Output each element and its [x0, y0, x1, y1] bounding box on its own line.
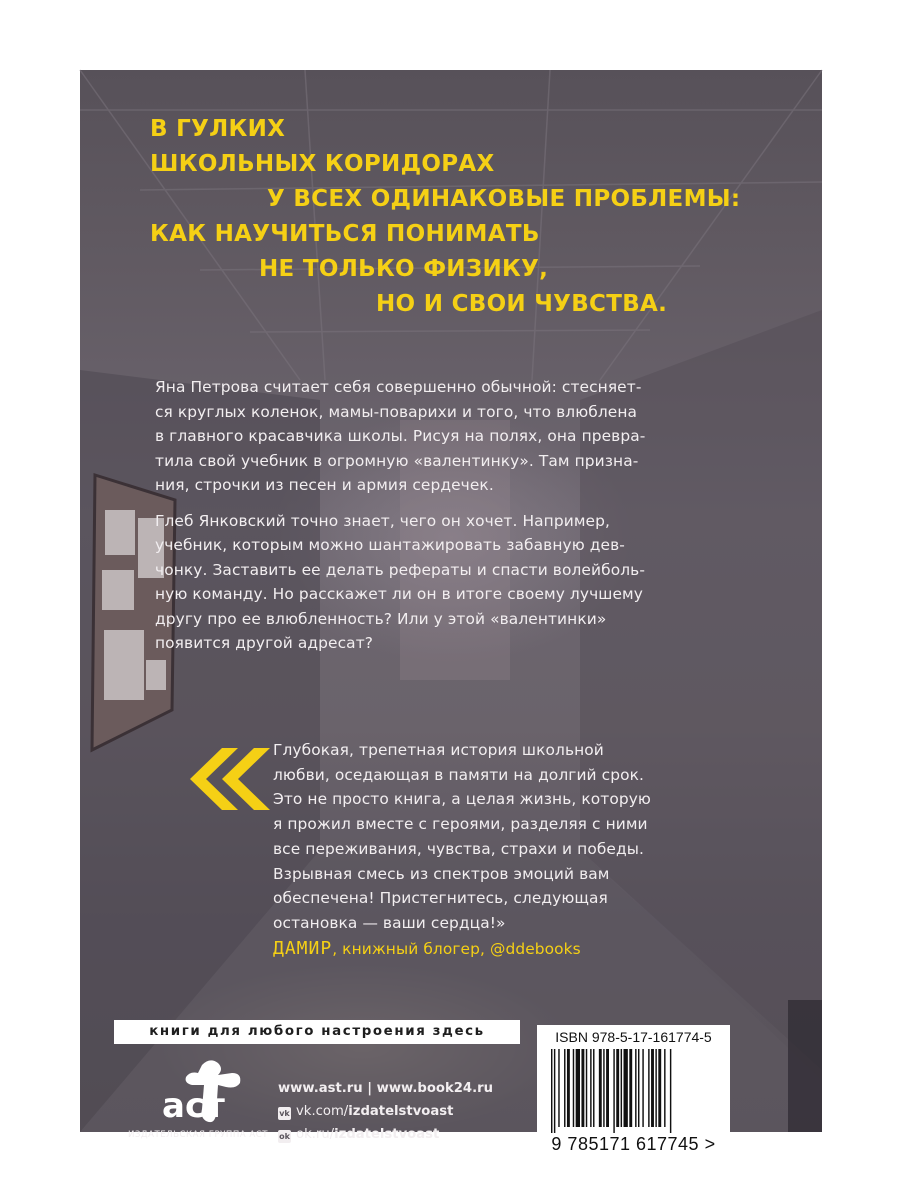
text-line: остановка — ваши сердца!» [273, 913, 506, 932]
headline-line: КАК НАУЧИТЬСЯ ПОНИМАТЬ [150, 221, 540, 247]
ok-icon: ok [279, 1132, 290, 1141]
ean-digits: 9 785171 617745 > [551, 1134, 716, 1154]
barcode-bar [616, 1049, 619, 1127]
review-author: ДАМИР [273, 937, 333, 959]
headline-line: НО И СВОИ ЧУВСТВА. [376, 291, 668, 317]
barcode-bar [551, 1049, 552, 1133]
ok-handle: izdatelstvoast [334, 1127, 440, 1142]
barcode-bar [593, 1049, 594, 1127]
publisher-links [278, 1077, 493, 1146]
text-line: Это не просто книга, а целая жизнь, которую [273, 790, 651, 809]
barcode-bar [648, 1049, 649, 1127]
description-paragraph-2 [155, 509, 700, 656]
barcode-bar [576, 1049, 580, 1127]
text-line: Глубокая, трепетная история школьной [273, 741, 604, 759]
headline-line: ШКОЛЬНЫХ КОРИДОРАХ [150, 151, 495, 177]
barcode-icon [547, 1049, 720, 1133]
back-cover [80, 70, 822, 1154]
vk-row[interactable] [278, 1100, 493, 1123]
text-line: ную команду. Но расскажет ли он в итоге своему лучшему [155, 585, 643, 603]
barcode-bar [621, 1049, 622, 1127]
website-link-book24[interactable]: www.book24.ru [376, 1081, 493, 1096]
text-line: любви, оседающая в памяти на долгий срок. [273, 765, 644, 784]
barcode-bar [567, 1049, 570, 1127]
barcode-bar [629, 1049, 632, 1127]
vk-handle: izdatelstvoast [348, 1104, 454, 1119]
review-attribution [273, 937, 693, 962]
isbn-barcode-box [537, 1025, 730, 1162]
websites-row [278, 1077, 493, 1100]
barcode-bar [599, 1049, 602, 1127]
text-line: чонку. Заставить ее делать рефераты и спасти волейболь- [155, 560, 645, 579]
publisher-logo [114, 1055, 282, 1145]
text-line: Глеб Янковский точно знает, чего он хочет. Например, [155, 511, 610, 530]
barcode-bar [651, 1049, 654, 1127]
description [155, 375, 700, 667]
barcode-bar [606, 1049, 609, 1127]
barcode-bar [670, 1049, 671, 1133]
headline-line: НЕ ТОЛЬКО ФИЗИКУ, [259, 256, 549, 282]
barcode-bar [638, 1049, 639, 1127]
text-line: я прожил вместе с героями, разделяя с ними [273, 815, 648, 834]
barcode-bar [573, 1049, 574, 1127]
text-line: в главного красавчика школы. Рисуя на полях, она превра- [155, 427, 646, 445]
headline-line: В ГУЛКИХ [150, 116, 286, 142]
barcode-bar [581, 1049, 584, 1127]
description-paragraph-1 [155, 375, 700, 498]
text-line: тила свой учебник в огромную «валентинку». Там призна- [155, 451, 639, 470]
barcode-bar [558, 1049, 559, 1127]
headline-line: У ВСЕХ ОДИНАКОВЫЕ ПРОБЛЕМЫ: [267, 186, 741, 212]
barcode-bar [635, 1049, 636, 1127]
text-line: ся круглых коленок, мамы-поварихи и того, что влюблена [155, 402, 638, 421]
review-author-separator: , [332, 939, 338, 958]
website-link-ast[interactable]: www.ast.ru [278, 1081, 363, 1096]
barcode-bar [658, 1049, 661, 1127]
barcode-bar [586, 1049, 587, 1127]
ok-row[interactable] [278, 1123, 493, 1146]
barcode-bar [613, 1049, 614, 1133]
quote-open-icon [188, 748, 272, 810]
vk-prefix: vk.com/ [296, 1104, 349, 1119]
text-line: ния, строчки из песен и армия сердечек. [155, 476, 494, 494]
barcode-bar [655, 1049, 656, 1127]
logo-text: аст [162, 1086, 225, 1126]
barcode-bar [642, 1049, 643, 1127]
text-line: Яна Петрова считает себя совершенно обычной: стесняет- [155, 378, 642, 396]
barcode-bar [624, 1049, 628, 1127]
barcode-bar [664, 1049, 665, 1127]
text-line: учебник, которым можно шантажировать забавную дев- [155, 536, 625, 554]
publisher-tagline: книги для любого настроения здесь [114, 1020, 520, 1044]
barcode-bar [603, 1049, 604, 1127]
ast-logo-icon [114, 1055, 282, 1129]
review-quote [273, 738, 693, 961]
barcode-bar [554, 1049, 555, 1133]
website-separator: | [362, 1081, 377, 1096]
text-line: другу про ее влюбленность? Или у этой «валентинки» [155, 609, 607, 628]
barcode-bar [590, 1049, 591, 1127]
text-line: Взрывная смесь из спектров эмоций вам [273, 864, 610, 883]
barcode-bar [564, 1049, 565, 1127]
isbn-label: ISBN 978-5-17-161774-5 [555, 1029, 712, 1045]
publisher-imprint: ИЗДАТЕЛЬСКАЯ ГРУППА АСТ [127, 1130, 269, 1140]
vk-icon: vk [279, 1109, 290, 1118]
text-line: появится другой адресат? [155, 634, 374, 652]
text-line: все переживания, чувства, страхи и победы. [273, 839, 644, 858]
ok-prefix: ok.ru/ [296, 1127, 335, 1142]
review-author-role: книжный блогер, @ddebooks [337, 939, 581, 958]
text-line: обеспечена! Пристегнитесь, следующая [273, 889, 608, 908]
